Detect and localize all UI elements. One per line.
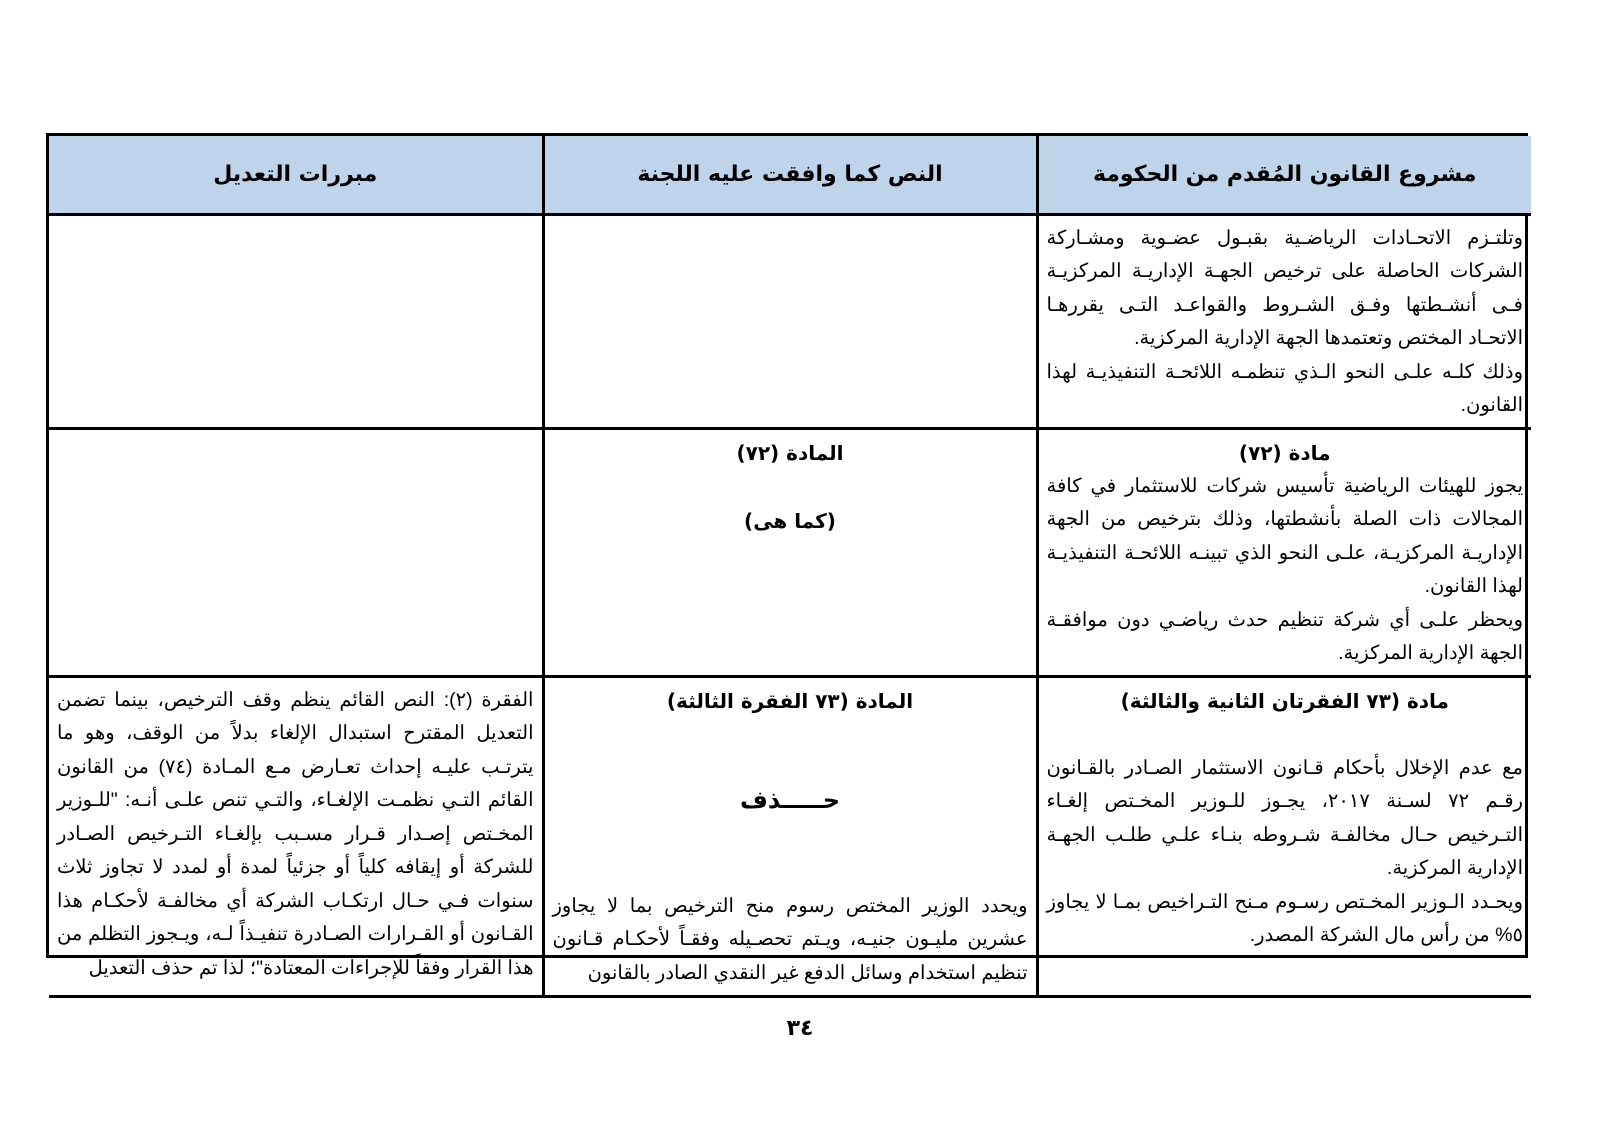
cell-committee-text	[543, 214, 1037, 428]
article-title: مادة (٧٢)	[1238, 440, 1331, 465]
header-justifications: مبررات التعديل	[49, 136, 543, 214]
paragraph: وتلتـزم الاتحـادات الرياضـية بقبـول عضـوية ومشـاركة الشركات الحاصلة على ترخيص الجهـة الإداريـة المركزيـة فـى أنشـطتها وفـق الشـروط والقواعـد التـى يقررهـا الاتحـاد المختص وتعتمدها الجهة الإدارية المركزية.	[1046, 226, 1523, 349]
cell-justifications	[49, 428, 543, 676]
table-header-row	[49, 136, 1531, 214]
article-status: حـــــذف	[739, 785, 841, 814]
cell-government-draft	[1037, 214, 1531, 428]
spacer	[553, 818, 1028, 890]
cell-government-draft	[1037, 428, 1531, 676]
paragraph: وذلك كلـه علـى النحو الـذي تنظمـه اللائحـة التنفيذيـة لهذا القانون.	[1046, 360, 1523, 416]
cell-committee-text	[543, 676, 1037, 996]
article-title: المادة (٧٢)	[736, 440, 844, 465]
header-committee-text: النص كما وافقت عليه اللجنة	[543, 136, 1037, 214]
paragraph: الفقرة (٢): النص القائم ينظم وقف الترخيص، بينما تضمن التعديل المقترح استبدال الإلغاء بدلاً من الوقف، وهو ما يترتـب عليـه إحداث تعـارض مـع المـادة (٧٤) من القانون القائم التـي نظمـت الإلغـاء، والتـي تنص علـى أنـه: "للـوزير المخـتص إصـدار قـرار مسـبب بإلغـاء التـرخيص الصـادر للشركة أو إيقافه كلياً أو جزئياً لمدة أو لمدد لا تجاوز ثلاث سنوات فـي حـال ارتكـاب الشركة أي مخالفـة لأحكـام هذا القـانون أو القـرارات الصـادرة تنفيـذاً لـه، ويـجوز التظلم من هذا القرار وفقاً للإجراءات المعتادة"؛ لذا تم حذف التعديل	[57, 688, 534, 979]
table-row	[49, 214, 1531, 428]
page-number: ٣٤	[786, 1016, 814, 1041]
article-title: مادة (٧٣ الفقرتان الثانية والثالثة)	[1120, 688, 1449, 713]
article-title: المادة (٧٣ الفقرة الثالثة)	[666, 688, 914, 713]
spacer	[553, 718, 1028, 782]
table-row	[49, 428, 1531, 676]
paragraph: ويحظر علـى أي شركة تنظيم حدث رياضـي دون موافقـة الجهة الإدارية المركزية.	[1046, 608, 1523, 664]
cell-justifications	[49, 676, 543, 996]
header-government-draft: مشروع القانون المُقدم من الحكومة	[1037, 136, 1531, 214]
table-row	[49, 676, 1531, 996]
article-status: (كما هى)	[744, 508, 836, 533]
paragraph: ويحدد الوزير المختص رسوم منح الترخيص بما لا يجاوز عشرين مليـون جنيـه، ويـتم تحصـيله وفقـاً لأحكـام قـانون تنظيم استخدام وسائل الدفع غير النقدي الصادر بالقانون	[552, 894, 1028, 984]
law-amendment-comparison-table	[49, 136, 1531, 998]
spacer	[553, 470, 1028, 504]
spacer	[1047, 718, 1524, 752]
cell-justifications	[49, 214, 543, 428]
paragraph: مع عدم الإخلال بأحكام قـانون الاستثمار الصـادر بالقـانون رقـم ٧٢ لسـنة ٢٠١٧، يجـوز للـوزير المخـتص إلغـاء التـرخيص حـال مخالفـة شـروطه بنـاء علـي طلـب الجهـة الإدارية المركزية.	[1046, 756, 1523, 879]
cell-government-draft	[1037, 676, 1531, 996]
paragraph: يجوز للهيئات الرياضية تأسيس شركات للاستثمار في كافة المجالات ذات الصلة بأنشطتها، وذلك بترخيص من الجهة الإداريـة المركزيـة، علـى النحو الذي تبينـه اللائحـة التنفيذيـة لهذا القانون.	[1046, 474, 1523, 597]
comparison-table-container	[46, 133, 1528, 984]
cell-committee-text	[543, 428, 1037, 676]
paragraph: ويحـدد الـوزير المخـتص رسـوم مـنح التـراخيص بمـا لا يجاوز ٥% من رأس مال الشركة المصدر.	[1046, 890, 1523, 946]
